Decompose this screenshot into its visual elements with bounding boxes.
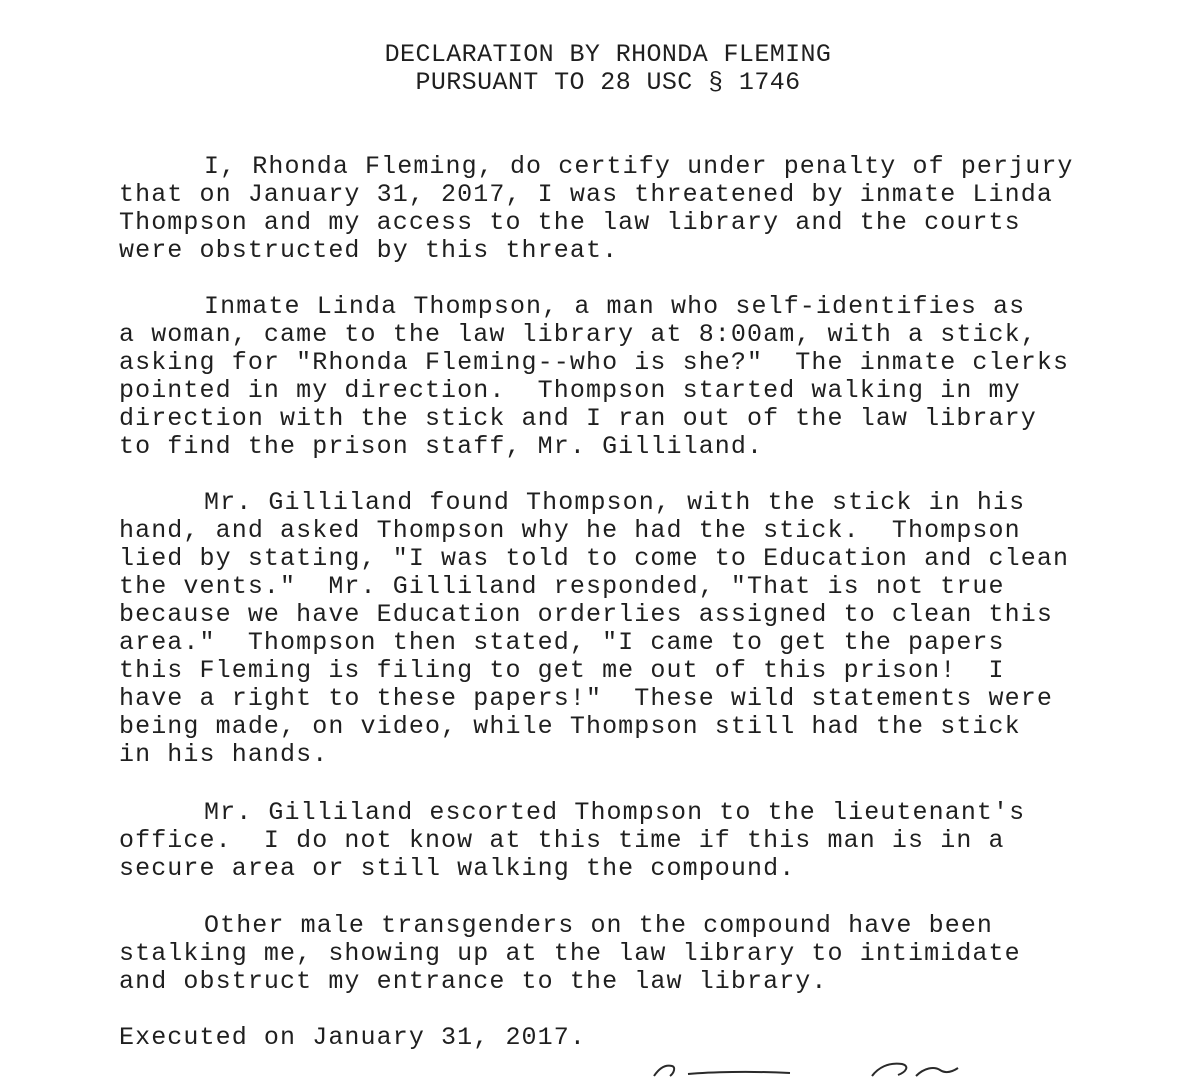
paragraph-line: this Fleming is filing to get me out of this prison! I (119, 656, 1005, 685)
executed-date: Executed on January 31, 2017. (119, 1023, 586, 1052)
paragraph-line: lied by stating, "I was told to come to Education and clean (119, 544, 1070, 573)
paragraph-line: to find the prison staff, Mr. Gilliland. (119, 432, 764, 461)
paragraph-line: Thompson and my access to the law library and the courts (119, 208, 1021, 237)
paragraph-line: asking for "Rhonda Fleming--who is she?" The inmate clerks (119, 348, 1070, 377)
paragraph-line: the vents." Mr. Gilliland responded, "That is not true (119, 572, 1005, 601)
paragraph-line: hand, and asked Thompson why he had the stick. Thompson (119, 516, 1021, 545)
paragraph-line: Other male transgenders on the compound have been (204, 911, 994, 940)
paragraph-line: were obstructed by this threat. (119, 236, 619, 265)
paragraph-line: that on January 31, 2017, I was threatened by inmate Linda (119, 180, 1053, 209)
paragraph-line: pointed in my direction. Thompson started walking in my (119, 376, 1021, 405)
paragraph-line: area." Thompson then stated, "I came to get the papers (119, 628, 1005, 657)
paragraph-line: Mr. Gilliland escorted Thompson to the lieutenant's (204, 798, 1026, 827)
document-subtitle: PURSUANT TO 28 USC § 1746 (415, 68, 801, 97)
paragraph-line: stalking me, showing up at the law library to intimidate (119, 939, 1021, 968)
paragraph-line: Inmate Linda Thompson, a man who self-identifies as (204, 292, 1026, 321)
paragraph-line: I, Rhonda Fleming, do certify under penalty of perjury (204, 152, 1074, 181)
paragraph-line: because we have Education orderlies assigned to clean this (119, 600, 1053, 629)
paragraph-line: in his hands. (119, 740, 329, 769)
paragraph-line: and obstruct my entrance to the law library. (119, 967, 828, 996)
paragraph-line: have a right to these papers!" These wild statements were (119, 684, 1053, 713)
paragraph-line: being made, on video, while Thompson still had the stick (119, 712, 1021, 741)
paragraph-line: office. I do not know at this time if this man is in a (119, 826, 1005, 855)
paragraph-line: a woman, came to the law library at 8:00am, with a stick, (119, 320, 1037, 349)
signature-mark (640, 1058, 980, 1077)
paragraph-line: Mr. Gilliland found Thompson, with the stick in his (204, 488, 1026, 517)
document-title: DECLARATION BY RHONDA FLEMING (384, 40, 832, 69)
paragraph-line: secure area or still walking the compound. (119, 854, 796, 883)
paragraph-line: direction with the stick and I ran out of the law library (119, 404, 1037, 433)
